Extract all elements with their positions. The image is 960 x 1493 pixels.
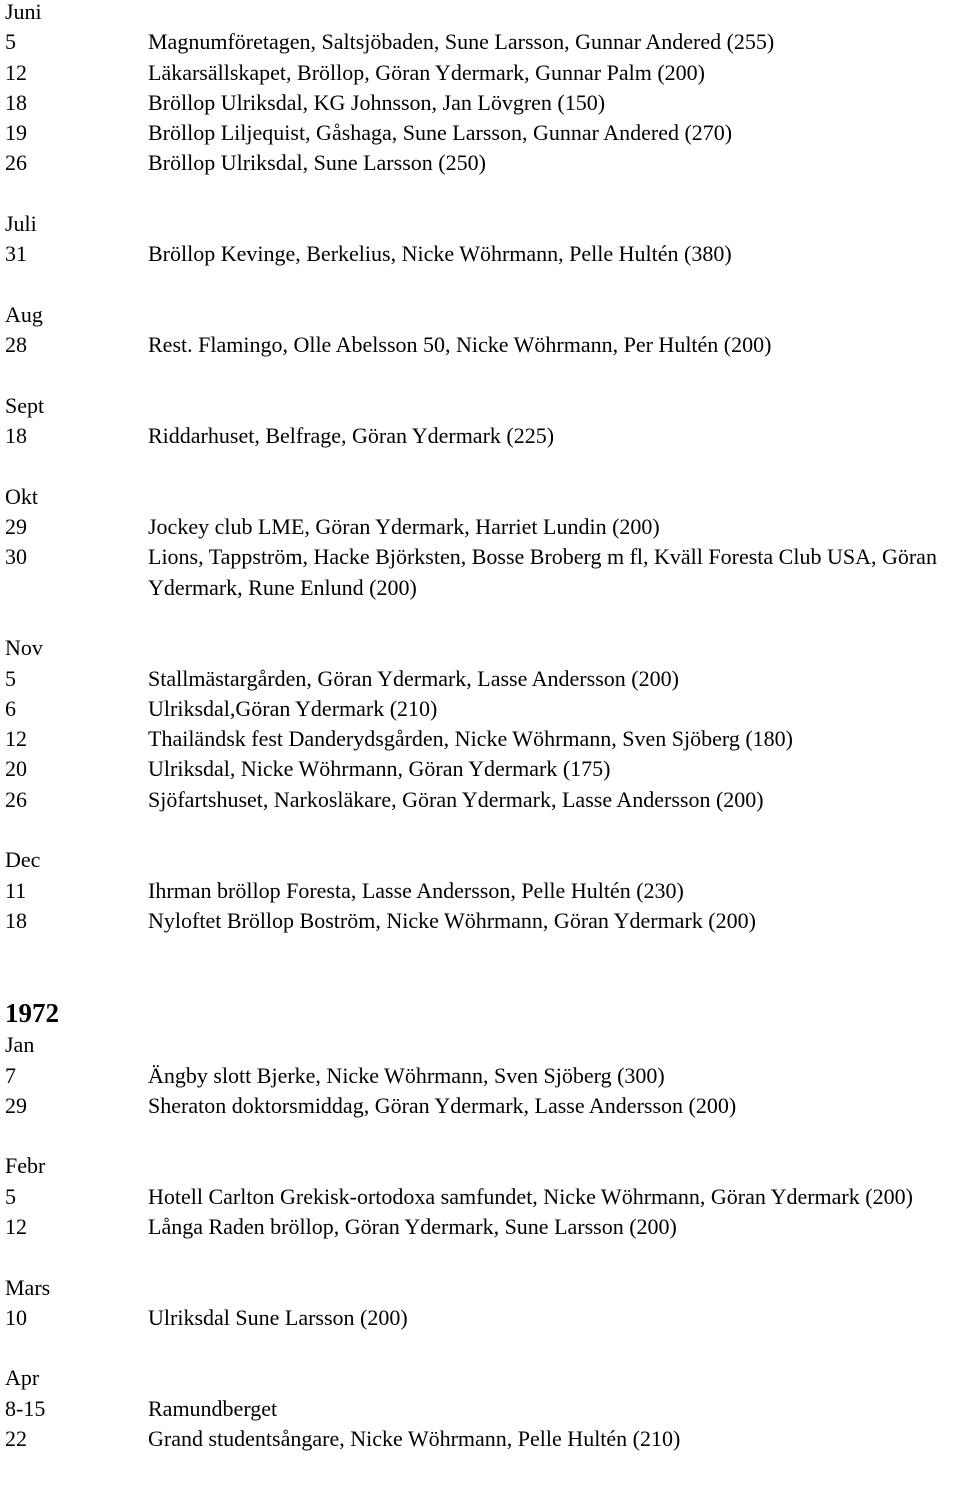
event-entry xyxy=(5,694,960,724)
month-section xyxy=(5,1363,960,1454)
event-day: 5 xyxy=(5,29,16,55)
event-day: 26 xyxy=(5,150,27,176)
event-description: Sjöfartshuset, Narkosläkare, Göran Ydermark, Lasse Andersson (200) xyxy=(148,786,764,812)
event-description: Hotell Carlton Grekisk-ortodoxa samfundet, Nicke Wöhrmann, Göran Ydermark (200) xyxy=(148,1183,913,1209)
event-entry xyxy=(5,1212,960,1242)
event-entry xyxy=(5,664,960,694)
event-description: Lions, Tappström, Hacke Björksten, Bosse Broberg m fl, Kväll Foresta Club USA, Göran Ydermark, Rune Enlund (200) xyxy=(148,544,937,600)
month-section xyxy=(5,482,960,603)
month-heading: Okt xyxy=(5,483,38,509)
event-day: 7 xyxy=(5,1062,16,1088)
month-section xyxy=(5,633,960,815)
event-day: 10 xyxy=(5,1304,27,1330)
event-day: 8-15 xyxy=(5,1395,46,1421)
event-entry xyxy=(5,754,960,784)
month-section xyxy=(5,391,960,452)
event-description: Läkarsällskapet, Bröllop, Göran Ydermark, Gunnar Palm (200) xyxy=(148,59,705,85)
event-day: 22 xyxy=(5,1426,27,1452)
month-heading: Jan xyxy=(5,1032,35,1058)
year-heading: 1972 xyxy=(5,998,59,1029)
event-entry xyxy=(5,27,960,57)
event-entry xyxy=(5,148,960,178)
event-day: 12 xyxy=(5,726,27,752)
month-section xyxy=(5,209,960,270)
event-entry xyxy=(5,88,960,118)
event-day: 30 xyxy=(5,544,27,570)
month-heading: Febr xyxy=(5,1153,46,1179)
event-description: Ulriksdal,Göran Ydermark (210) xyxy=(148,695,438,721)
event-day: 18 xyxy=(5,423,27,449)
event-description: Sheraton doktorsmiddag, Göran Ydermark, Lasse Andersson (200) xyxy=(148,1092,737,1118)
month-heading: Juni xyxy=(5,0,42,24)
event-description: Ängby slott Bjerke, Nicke Wöhrmann, Sven Sjöberg (300) xyxy=(148,1062,665,1088)
event-day: 18 xyxy=(5,89,27,115)
event-description: Ihrman bröllop Foresta, Lasse Andersson, Pelle Hultén (230) xyxy=(148,877,684,903)
event-day: 12 xyxy=(5,59,27,85)
month-heading: Sept xyxy=(5,392,45,418)
event-day: 19 xyxy=(5,120,27,146)
event-description: Stallmästargården, Göran Ydermark, Lasse Andersson (200) xyxy=(148,665,679,691)
event-entry xyxy=(5,906,960,936)
month-heading: Mars xyxy=(5,1274,51,1300)
event-entry xyxy=(5,785,960,815)
event-day: 29 xyxy=(5,1092,27,1118)
event-entry xyxy=(5,1303,960,1333)
event-day: 6 xyxy=(5,695,16,721)
event-entry xyxy=(5,1091,960,1121)
month-section xyxy=(5,0,960,179)
event-day: 11 xyxy=(5,877,27,903)
month-section xyxy=(5,1151,960,1242)
event-day: 18 xyxy=(5,907,27,933)
month-section xyxy=(5,845,960,936)
event-list-before-year xyxy=(5,0,960,936)
event-description: Thailändsk fest Danderydsgården, Nicke Wöhrmann, Sven Sjöberg (180) xyxy=(148,726,793,752)
event-entry xyxy=(5,876,960,906)
event-description: Ramundberget xyxy=(148,1395,278,1421)
month-heading: Dec xyxy=(5,847,41,873)
event-day: 5 xyxy=(5,1183,16,1209)
event-day: 31 xyxy=(5,241,27,267)
event-description: Bröllop Ulriksdal, KG Johnsson, Jan Lövgren (150) xyxy=(148,89,606,115)
event-description: Grand studentsångare, Nicke Wöhrmann, Pelle Hultén (210) xyxy=(148,1426,681,1452)
event-entry xyxy=(5,1424,960,1454)
month-heading: Juli xyxy=(5,211,37,237)
month-heading: Aug xyxy=(5,301,43,327)
event-entry xyxy=(5,1061,960,1091)
event-description: Bröllop Ulriksdal, Sune Larsson (250) xyxy=(148,150,486,176)
month-section xyxy=(5,300,960,361)
event-description: Ulriksdal Sune Larsson (200) xyxy=(148,1304,408,1330)
event-description: Rest. Flamingo, Olle Abelsson 50, Nicke Wöhrmann, Per Hultén (200) xyxy=(148,332,772,358)
document-page xyxy=(5,0,960,1454)
event-day: 29 xyxy=(5,514,27,540)
event-entry xyxy=(5,118,960,148)
event-day: 26 xyxy=(5,786,27,812)
event-description: Nyloftet Bröllop Boström, Nicke Wöhrmann, Göran Ydermark (200) xyxy=(148,907,756,933)
event-description: Magnumföretagen, Saltsjöbaden, Sune Larsson, Gunnar Andered (255) xyxy=(148,29,775,55)
event-description: Långa Raden bröllop, Göran Ydermark, Sune Larsson (200) xyxy=(148,1213,677,1239)
event-description: Jockey club LME, Göran Ydermark, Harriet Lundin (200) xyxy=(148,514,660,540)
event-entry xyxy=(5,724,960,754)
event-description: Riddarhuset, Belfrage, Göran Ydermark (225) xyxy=(148,423,555,449)
event-entry xyxy=(5,330,960,360)
event-entry xyxy=(5,1394,960,1424)
event-entry xyxy=(5,58,960,88)
month-section xyxy=(5,1030,960,1121)
event-description: Ulriksdal, Nicke Wöhrmann, Göran Ydermark (175) xyxy=(148,756,611,782)
event-day: 12 xyxy=(5,1213,27,1239)
event-entry xyxy=(5,1182,960,1212)
month-heading: Nov xyxy=(5,635,43,661)
event-list-after-year xyxy=(5,1030,960,1454)
event-entry xyxy=(5,512,960,542)
event-entry xyxy=(5,239,960,269)
event-description: Bröllop Liljequist, Gåshaga, Sune Larsson, Gunnar Andered (270) xyxy=(148,120,733,146)
event-day: 20 xyxy=(5,756,27,782)
event-description: Bröllop Kevinge, Berkelius, Nicke Wöhrmann, Pelle Hultén (380) xyxy=(148,241,732,267)
month-section xyxy=(5,1273,960,1334)
event-day: 5 xyxy=(5,665,16,691)
month-heading: Apr xyxy=(5,1365,40,1391)
event-entry xyxy=(5,542,960,603)
event-day: 28 xyxy=(5,332,27,358)
event-entry xyxy=(5,421,960,451)
